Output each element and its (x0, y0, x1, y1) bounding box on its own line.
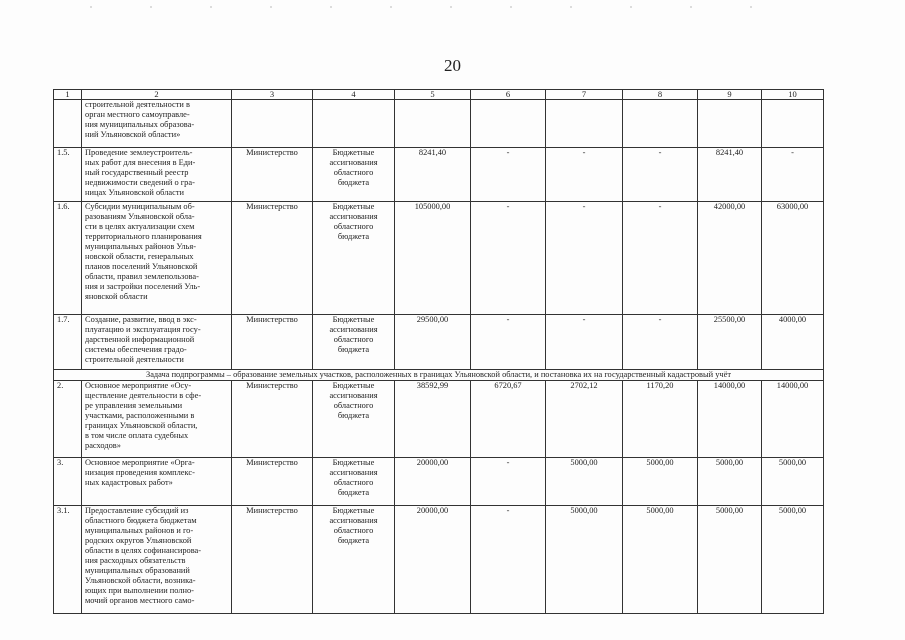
table-body (54, 90, 824, 614)
row-col7: 2702,12 (546, 381, 623, 458)
row-col5: 20000,00 (395, 458, 471, 506)
header-cell: 9 (698, 90, 762, 100)
row-col6: - (471, 458, 546, 506)
header-row (54, 90, 824, 100)
row-col10: 5000,00 (762, 506, 824, 614)
row-col9: 5000,00 (698, 506, 762, 614)
row-col8 (623, 100, 698, 148)
header-cell: 8 (623, 90, 698, 100)
row-col8: 1170,20 (623, 381, 698, 458)
row-col9: 14000,00 (698, 381, 762, 458)
table-row (54, 506, 824, 614)
scan-artifact (90, 6, 790, 8)
header-cell: 6 (471, 90, 546, 100)
row-col7: - (546, 315, 623, 370)
row-executor: Министерство (232, 315, 313, 370)
row-executor: Министерство (232, 381, 313, 458)
row-executor: Министерство (232, 148, 313, 202)
row-col6: - (471, 148, 546, 202)
row-name: Основное мероприятие «Осу- ществление деятельности в сфе- ре управления земельными участками, расположенными в границах Ульяновской области, в том числе оплата судебных расходов» (82, 381, 232, 458)
row-col7: - (546, 202, 623, 315)
row-col9: 25500,00 (698, 315, 762, 370)
table-row (54, 100, 824, 148)
row-number: 2. (54, 381, 82, 458)
row-col5: 38592,99 (395, 381, 471, 458)
row-col8: 5000,00 (623, 506, 698, 614)
header-cell: 1 (54, 90, 82, 100)
row-number: 3. (54, 458, 82, 506)
row-number: 1.6. (54, 202, 82, 315)
table-row (54, 458, 824, 506)
row-number: 1.5. (54, 148, 82, 202)
row-col6: - (471, 202, 546, 315)
row-col6: - (471, 506, 546, 614)
row-col6: - (471, 315, 546, 370)
row-number (54, 100, 82, 148)
row-source: Бюджетные ассигнования областного бюджета (313, 458, 395, 506)
row-col5 (395, 100, 471, 148)
page-number: 20 (444, 56, 461, 75)
row-col9 (698, 100, 762, 148)
row-number: 1.7. (54, 315, 82, 370)
row-col8: - (623, 315, 698, 370)
row-col8: - (623, 202, 698, 315)
row-col9: 8241,40 (698, 148, 762, 202)
row-source: Бюджетные ассигнования областного бюджета (313, 148, 395, 202)
row-col6 (471, 100, 546, 148)
row-col10: 14000,00 (762, 381, 824, 458)
row-name: Предоставление субсидий из областного бюджета бюджетам муниципальных районов и го- родских округов Ульяновской области в целях софинансирова- ния расходных обязательств муниципальных образований Ульяновской области, возника- ющих при выполнении полно- мочий органов местного само- (82, 506, 232, 614)
row-number: 3.1. (54, 506, 82, 614)
row-col10: 4000,00 (762, 315, 824, 370)
task-description: Задача подпрограммы – образование земельных участков, расположенных в границах Ульяновской области, и постановка их на государственный кадастровый учёт (54, 370, 824, 381)
header-cell: 7 (546, 90, 623, 100)
row-col10: 63000,00 (762, 202, 824, 315)
row-col10: - (762, 148, 824, 202)
row-col7 (546, 100, 623, 148)
row-name: Проведение землеустроитель- ных работ для внесения в Еди- ный государственный реестр недвижимости сведений о гра- ницах Ульяновской области (82, 148, 232, 202)
row-col5: 105000,00 (395, 202, 471, 315)
row-col10: 5000,00 (762, 458, 824, 506)
row-col10 (762, 100, 824, 148)
row-col9: 42000,00 (698, 202, 762, 315)
row-name: Субсидии муниципальным об- разованиям Ульяновской обла- сти в целях актуализации схем территориального планирования муниципальных районов Улья- новской области, генеральных планов поселений Ульяновской области, правил землепользова- ния и застройки поселений Уль- яновской области (82, 202, 232, 315)
table-row (54, 315, 824, 370)
task-row (54, 370, 824, 381)
row-executor: Министерство (232, 458, 313, 506)
row-col5: 29500,00 (395, 315, 471, 370)
row-col7: 5000,00 (546, 506, 623, 614)
row-name: строительной деятельности в орган местного самоуправле- ния муниципальных образова- ний Ульяновской области» (82, 100, 232, 148)
header-cell: 5 (395, 90, 471, 100)
row-name: Создание, развитие, ввод в экс- плуатацию и эксплуатация госу- дарственной информационной системы обеспечения градо- строительной деятельности (82, 315, 232, 370)
row-source: Бюджетные ассигнования областного бюджета (313, 506, 395, 614)
row-col5: 8241,40 (395, 148, 471, 202)
row-source: Бюджетные ассигнования областного бюджета (313, 315, 395, 370)
row-name: Основное мероприятие «Орга- низация проведения комплекс- ных кадастровых работ» (82, 458, 232, 506)
budget-table (53, 89, 824, 614)
row-executor: Министерство (232, 506, 313, 614)
row-col7: 5000,00 (546, 458, 623, 506)
header-cell: 4 (313, 90, 395, 100)
row-col8: - (623, 148, 698, 202)
row-col6: 6720,67 (471, 381, 546, 458)
row-executor (232, 100, 313, 148)
header-cell: 2 (82, 90, 232, 100)
row-source (313, 100, 395, 148)
row-col7: - (546, 148, 623, 202)
table-row (54, 381, 824, 458)
row-executor: Министерство (232, 202, 313, 315)
row-source: Бюджетные ассигнования областного бюджета (313, 202, 395, 315)
header-cell: 10 (762, 90, 824, 100)
row-source: Бюджетные ассигнования областного бюджета (313, 381, 395, 458)
row-col5: 20000,00 (395, 506, 471, 614)
header-cell: 3 (232, 90, 313, 100)
table-row (54, 148, 824, 202)
row-col8: 5000,00 (623, 458, 698, 506)
row-col9: 5000,00 (698, 458, 762, 506)
table-row (54, 202, 824, 315)
